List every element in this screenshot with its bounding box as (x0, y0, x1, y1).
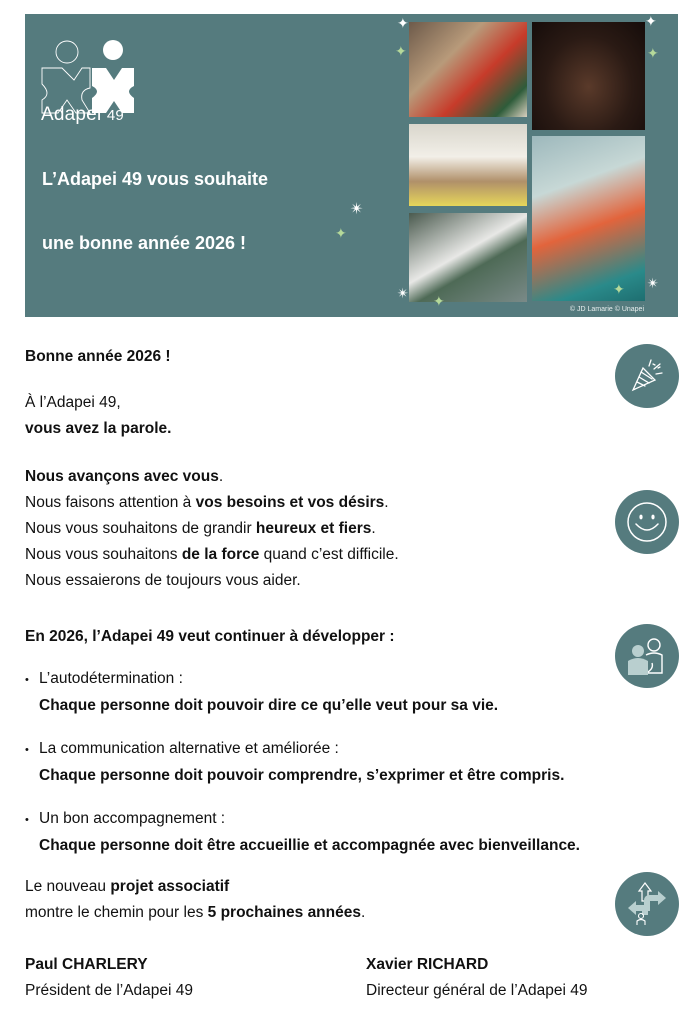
signature-role: Président de l’Adapei 49 (25, 982, 194, 999)
signature-name: Xavier RICHARD (366, 956, 489, 973)
directions-icon (624, 881, 670, 927)
sparkle-icon: ✦ (395, 43, 407, 59)
sparkle-icon: ✴ (350, 201, 364, 218)
goal-item: • L’autodétermination : Chaque personne doit pouvoir dire ce qu’elle veut pour sa vie. (25, 670, 499, 714)
photo-dance (532, 22, 645, 130)
support-badge (615, 624, 679, 688)
photo-workshop (409, 213, 527, 302)
sparkle-icon: ✦ (433, 293, 445, 309)
project-line2: montre le chemin pour les 5 prochaines années. (25, 904, 366, 921)
banner-greeting-line2: une bonne année 2026 ! (42, 233, 247, 253)
goals-title: En 2026, l’Adapei 49 veut continuer à développer : (25, 628, 395, 645)
photo-blocks (532, 136, 645, 301)
signature-role: Directeur général de l’Adapei 49 (366, 982, 588, 999)
signature-president (25, 952, 193, 1004)
values-line: Nous vous souhaitons de la force quand c’est difficile. (25, 546, 399, 563)
smiley-icon (625, 500, 669, 544)
signature-name: Paul CHARLERY (25, 956, 148, 973)
support-people-icon (624, 633, 670, 679)
smiley-badge (615, 490, 679, 554)
sparkle-icon: ✦ (397, 15, 409, 31)
sparkle-icon: ✦ (647, 45, 659, 61)
project-line1: Le nouveau projet associatif (25, 878, 230, 895)
party-popper-badge (615, 344, 679, 408)
banner-greeting-line1: L’Adapei 49 vous souhaite (42, 169, 269, 189)
signature-director (366, 952, 587, 1004)
values-line: Nous faisons attention à vos besoins et vos désirs. (25, 494, 389, 511)
sparkle-icon: ✴ (647, 275, 659, 291)
header-banner (25, 14, 678, 317)
sparkle-icon: ✦ (335, 225, 347, 241)
sparkle-icon: ✦ (645, 14, 657, 29)
intro-title: Bonne année 2026 ! (25, 348, 171, 365)
intro-line1: À l’Adapei 49, (25, 394, 121, 411)
values-line: Nous essaierons de toujours vous aider. (25, 572, 301, 589)
party-popper-icon (627, 356, 667, 396)
photo-bakery (409, 124, 527, 206)
values-line: Nous vous souhaitons de grandir heureux et fiers. (25, 520, 376, 537)
values-title: Nous avançons avec vous. (25, 468, 224, 485)
photo-credit: © JD Lamarie © Unapei (569, 306, 644, 313)
sparkle-icon: ✦ (613, 281, 625, 297)
goal-item: • Un bon accompagnement : Chaque personne doit être accueillie et accompagnée avec bienveillance. (25, 810, 580, 854)
sparkle-icon: ✴ (397, 285, 409, 301)
logo-text: Adapei 49 (41, 104, 124, 125)
goal-item: • La communication alternative et améliorée : Chaque personne doit pouvoir comprendre, s’exprimer et être compris. (25, 740, 565, 784)
photo-cooking (409, 22, 527, 117)
intro-line2: vous avez la parole. (25, 420, 172, 437)
directions-badge (615, 872, 679, 936)
